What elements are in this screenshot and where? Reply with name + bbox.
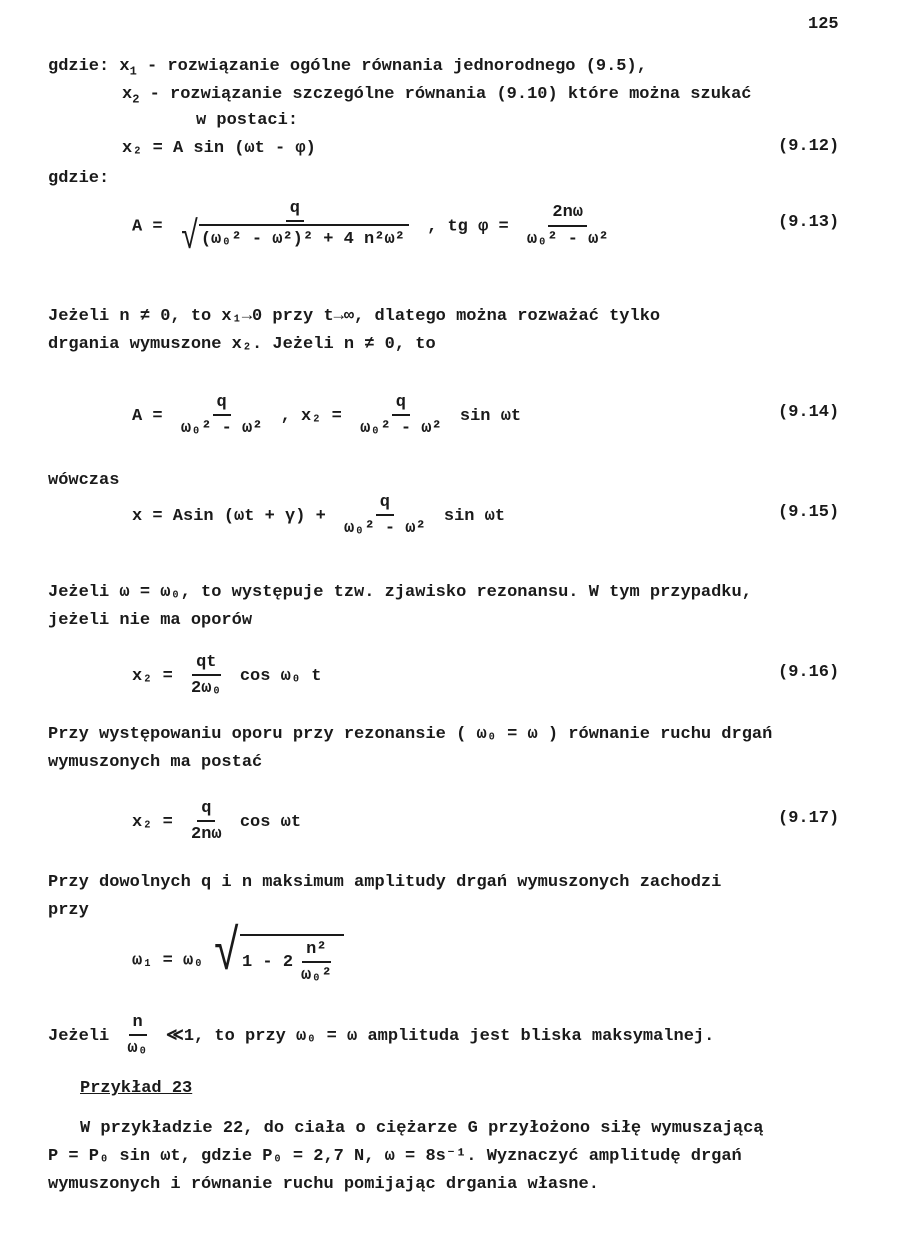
equation-9-15	[132, 492, 505, 540]
eq14-numerator-2: q	[392, 392, 410, 416]
x2-var: x	[122, 85, 133, 104]
eq15-numerator: q	[376, 492, 394, 516]
para5-denominator: ω₀	[127, 1039, 148, 1059]
equation-number-9-14: (9.14)	[778, 403, 840, 422]
equation-number-9-13: (9.13)	[778, 213, 840, 232]
eq14-fraction-x2	[356, 392, 446, 440]
equation-number-9-15: (9.15)	[778, 503, 840, 522]
where-label-2: gdzie:	[48, 169, 110, 188]
eq16-denominator: 2ω₀	[191, 679, 222, 699]
equation-number-9-17: (9.17)	[778, 809, 840, 828]
example-line-2: P = P₀ sin ωt, gdzie P₀ = 2,7 N, ω = 8s⁻¹. Wyznaczyć amplitudę drgań	[48, 1147, 742, 1166]
paragraph-3-line-2: wymuszonych ma postać	[48, 753, 263, 772]
eq17-lhs: x₂ =	[132, 813, 173, 833]
paragraph-4-line-1: Przy dowolnych q i n maksimum amplitudy drgań wymuszonych zachodzi	[48, 873, 722, 892]
equation-omega1	[132, 922, 344, 988]
eq14-tail: sin ωt	[459, 407, 522, 427]
x1-sub: 1	[129, 64, 137, 79]
eq13-sqrt	[180, 217, 409, 262]
word-wowczas: wówczas	[48, 471, 120, 490]
eq14-mid: , x₂ =	[280, 407, 342, 427]
definition-x2	[122, 84, 752, 107]
paragraph-4-line-2: przy	[48, 901, 89, 920]
equation-number-9-12: (9.12)	[778, 137, 840, 156]
para5-numerator: n	[129, 1012, 147, 1036]
paragraph-2-line-1: Jeżeli ω = ω₀, to występuje tzw. zjawisko rezonansu. W tym przypadku,	[48, 583, 752, 602]
eq13-numerator: q	[286, 198, 304, 222]
x2-sub: 2	[132, 92, 140, 107]
omega1-denominator: ω₀²	[301, 966, 332, 986]
omega1-sqrt	[213, 922, 344, 988]
eq15-tail: sin ωt	[443, 507, 506, 527]
paragraph-2-line-2: jeżeli nie ma oporów	[48, 611, 253, 630]
para5-fraction	[123, 1012, 151, 1060]
paragraph-3-line-1: Przy występowaniu oporu przy rezonansie ( ω₀ = ω ) równanie ruchu drgań	[48, 725, 773, 744]
paragraph-5	[48, 1012, 714, 1060]
para5-text: ≪1, to przy ω₀ = ω amplituda jest bliska maksymalnej.	[166, 1027, 715, 1047]
equation-number-9-16: (9.16)	[778, 663, 840, 682]
page-number: 125	[808, 15, 839, 34]
eq15-fraction	[340, 492, 430, 540]
equation-9-14	[132, 392, 521, 440]
eq14-lhs: A =	[132, 407, 163, 427]
eq17-tail: cos ωt	[239, 813, 302, 833]
eq16-fraction	[187, 652, 226, 700]
eq13-tg-denominator: ω₀² - ω²	[526, 229, 609, 249]
para5-lead: Jeżeli	[48, 1027, 110, 1047]
x1-var: x	[119, 57, 130, 76]
eq13-fraction-a	[177, 198, 413, 262]
equation-9-16	[132, 652, 321, 700]
eq17-denominator: 2nω	[191, 825, 222, 845]
example-line-1: W przykładzie 22, do ciała o ciężarze G przyłożono siłę wymuszającą	[80, 1119, 764, 1138]
where-label: gdzie:	[48, 57, 110, 76]
omega1-lhs: ω₁ = ω₀	[132, 951, 204, 971]
omega1-numerator: n²	[302, 939, 330, 963]
eq15-lhs: x = Asin (ωt + γ) +	[132, 507, 326, 527]
radical-sign: √	[180, 217, 199, 262]
example-line-3: wymuszonych i równanie ruchu pomijając drgania własne.	[48, 1175, 599, 1194]
paragraph-1-line-1: Jeżeli n ≠ 0, to x₁→0 przy t→∞, dlatego można rozważać tylko	[48, 307, 661, 326]
x2-description: - rozwiązanie szczególne równania (9.10) które można szukać	[139, 85, 752, 104]
definition-x2-cont: w postaci:	[196, 111, 299, 130]
eq14-denominator: ω₀² - ω²	[180, 419, 263, 439]
paragraph-1-line-2: drgania wymuszone x₂. Jeżeli n ≠ 0, to	[48, 335, 436, 354]
eq13-mid: , tg φ =	[427, 217, 509, 237]
eq16-numerator: qt	[192, 652, 220, 676]
definition-x1	[48, 56, 647, 79]
eq16-tail: cos ω₀ t	[239, 667, 322, 687]
eq14-fraction-a	[177, 392, 267, 440]
equation-9-12: x₂ = A sin (ωt - φ)	[122, 139, 316, 158]
eq13-fraction-tg	[523, 202, 613, 250]
omega1-under-root	[240, 934, 344, 987]
eq13-tg-numerator: 2nω	[548, 202, 587, 226]
eq13-denominator: (ω₀² - ω²)² + 4 n²ω²	[199, 224, 409, 254]
eq14-denominator-2: ω₀² - ω²	[360, 419, 442, 439]
radical-sign-large: √	[213, 922, 241, 988]
equation-9-13	[132, 198, 617, 262]
eq15-denominator: ω₀² - ω²	[344, 519, 426, 539]
example-title: Przykład 23	[80, 1079, 193, 1098]
omega1-inner: 1 - 2	[242, 953, 294, 973]
eq16-lhs: x₂ =	[132, 667, 173, 687]
eq17-numerator: q	[197, 798, 215, 822]
eq13-lhs: A =	[132, 217, 163, 237]
x1-description: - rozwiązanie ogólne równania jednorodnego (9.5),	[136, 57, 647, 76]
equation-9-17	[132, 798, 301, 846]
eq14-numerator: q	[213, 392, 231, 416]
eq13-denominator-wrap	[177, 217, 413, 262]
eq17-fraction	[187, 798, 226, 846]
omega1-fraction	[297, 939, 336, 987]
